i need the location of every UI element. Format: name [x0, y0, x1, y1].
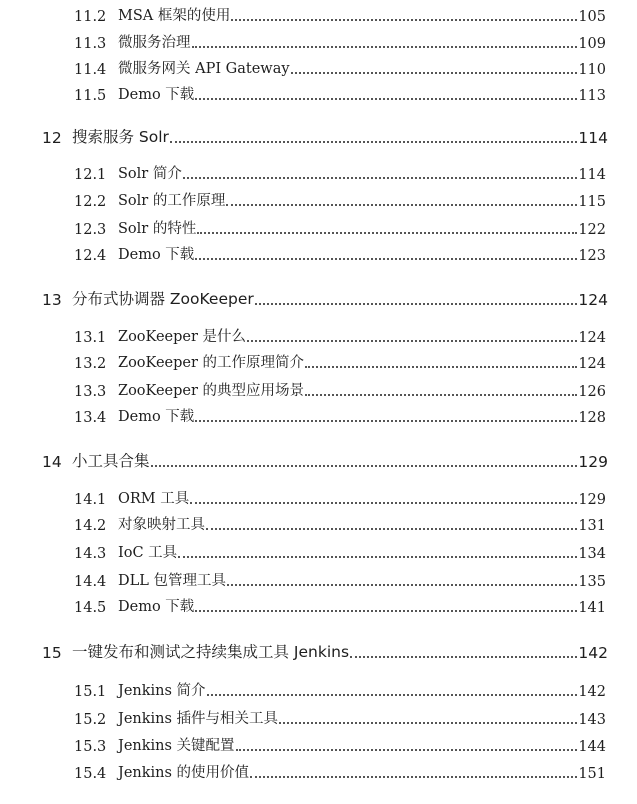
entry-number: 13.4 — [74, 410, 107, 426]
toc-chapter-entry[interactable] — [42, 125, 608, 147]
entry-number: 14.4 — [74, 574, 107, 590]
entry-page-number: 144 — [578, 739, 606, 755]
dot-leader — [195, 609, 577, 612]
dot-leader — [350, 655, 577, 658]
entry-title: Demo 下载 — [118, 409, 195, 425]
entry-title: 分布式协调器 ZooKeeper — [72, 290, 254, 308]
dot-leader — [197, 231, 577, 234]
dot-leader — [195, 419, 577, 422]
entry-title: 一键发布和测试之持续集成工具 Jenkins — [72, 643, 350, 661]
entry-page-number: 142 — [578, 684, 606, 700]
entry-title: Jenkins 关键配置 — [118, 738, 235, 754]
entry-title: ZooKeeper 的工作原理简介 — [118, 355, 305, 371]
toc-section-entry[interactable] — [74, 570, 606, 590]
dot-leader — [255, 302, 578, 305]
dot-leader — [195, 257, 577, 260]
entry-number: 14 — [42, 453, 62, 471]
entry-page-number: 124 — [578, 330, 606, 346]
entry-page-number: 141 — [578, 600, 606, 616]
entry-number: 15.2 — [74, 712, 107, 728]
entry-title: Jenkins 的使用价值 — [118, 765, 250, 781]
entry-number: 12.1 — [74, 167, 107, 183]
entry-title: Solr 的特性 — [118, 221, 197, 237]
toc-section-entry[interactable] — [74, 680, 606, 700]
toc-section-entry[interactable] — [74, 32, 606, 52]
entry-number: 13 — [42, 291, 62, 309]
dot-leader — [247, 339, 577, 342]
entry-number: 11.5 — [74, 88, 107, 104]
entry-page-number: 114 — [578, 167, 606, 183]
dot-leader — [190, 501, 577, 504]
entry-page-number: 115 — [578, 194, 606, 210]
dot-leader — [305, 393, 577, 396]
entry-page-number: 113 — [578, 88, 606, 104]
entry-title: 搜索服务 Solr — [72, 128, 169, 146]
toc-section-entry[interactable] — [74, 352, 606, 372]
entry-number: 15.1 — [74, 684, 107, 700]
toc-section-entry[interactable] — [74, 218, 606, 238]
toc-section-entry[interactable] — [74, 84, 606, 104]
entry-title: ZooKeeper 的典型应用场景 — [118, 383, 305, 399]
dot-leader — [236, 748, 578, 751]
entry-page-number: 124 — [578, 291, 608, 309]
dot-leader — [305, 365, 577, 368]
toc-section-entry[interactable] — [74, 514, 606, 534]
toc-section-entry[interactable] — [74, 488, 606, 508]
dot-leader — [192, 45, 578, 48]
entry-number: 15 — [42, 644, 62, 662]
entry-page-number: 142 — [578, 644, 608, 662]
toc-section-entry[interactable] — [74, 190, 606, 210]
entry-number: 11.4 — [74, 62, 107, 78]
entry-page-number: 122 — [578, 222, 606, 238]
entry-page-number: 109 — [578, 36, 606, 52]
toc-section-entry[interactable] — [74, 735, 606, 755]
entry-title: Jenkins 简介 — [118, 683, 206, 699]
entry-title: 微服务网关 API Gateway — [118, 61, 290, 77]
entry-page-number: 129 — [578, 492, 606, 508]
entry-number: 12.2 — [74, 194, 107, 210]
entry-number: 15.3 — [74, 739, 107, 755]
dot-leader — [291, 71, 578, 74]
entry-page-number: 126 — [578, 384, 606, 400]
entry-number: 14.3 — [74, 546, 107, 562]
entry-page-number: 129 — [578, 453, 608, 471]
toc-section-entry[interactable] — [74, 163, 606, 183]
entry-number: 12.3 — [74, 222, 107, 238]
toc-section-entry[interactable] — [74, 326, 606, 346]
entry-title: Solr 简介 — [118, 166, 182, 182]
entry-number: 14.2 — [74, 518, 107, 534]
toc-section-entry[interactable] — [74, 5, 606, 25]
dot-leader — [279, 721, 577, 724]
dot-leader — [207, 693, 578, 696]
entry-page-number: 124 — [578, 356, 606, 372]
toc-chapter-entry[interactable] — [42, 287, 608, 309]
entry-number: 11.2 — [74, 9, 107, 25]
entry-title: 小工具合集 — [72, 452, 150, 470]
entry-title: 对象映射工具 — [118, 517, 205, 533]
toc-section-entry[interactable] — [74, 542, 606, 562]
entry-number: 14.5 — [74, 600, 107, 616]
entry-title: DLL 包管理工具 — [118, 573, 226, 589]
toc-chapter-entry[interactable] — [42, 449, 608, 471]
dot-leader — [206, 527, 577, 530]
entry-number: 13.3 — [74, 384, 107, 400]
entry-number: 13.1 — [74, 330, 107, 346]
dot-leader — [227, 583, 577, 586]
entry-title: MSA 框架的使用 — [118, 8, 231, 24]
toc-section-entry[interactable] — [74, 406, 606, 426]
toc-section-entry[interactable] — [74, 58, 606, 78]
dot-leader — [195, 97, 577, 100]
entry-title: Solr 的工作原理 — [118, 193, 226, 209]
entry-title: Demo 下载 — [118, 87, 195, 103]
entry-page-number: 123 — [578, 248, 606, 264]
entry-number: 11.3 — [74, 36, 107, 52]
entry-title: IoC 工具 — [118, 545, 178, 561]
entry-title: Demo 下载 — [118, 599, 195, 615]
dot-leader — [170, 140, 577, 143]
entry-number: 14.1 — [74, 492, 107, 508]
entry-title: ORM 工具 — [118, 491, 190, 507]
dot-leader — [183, 176, 577, 179]
entry-title: ZooKeeper 是什么 — [118, 329, 247, 345]
entry-page-number: 128 — [578, 410, 606, 426]
toc-section-entry[interactable] — [74, 708, 606, 728]
entry-number: 12.4 — [74, 248, 107, 264]
entry-title: 微服务治理 — [118, 35, 191, 51]
dot-leader — [231, 18, 577, 21]
entry-page-number: 134 — [578, 546, 606, 562]
dot-leader — [151, 464, 578, 467]
entry-page-number: 135 — [578, 574, 606, 590]
entry-page-number: 143 — [578, 712, 606, 728]
entry-number: 15.4 — [74, 766, 107, 782]
entry-page-number: 105 — [578, 9, 606, 25]
entry-page-number: 151 — [578, 766, 606, 782]
dot-leader — [178, 555, 577, 558]
entry-page-number: 114 — [578, 129, 608, 147]
entry-page-number: 110 — [578, 62, 606, 78]
dot-leader — [226, 203, 577, 206]
entry-number: 12 — [42, 129, 62, 147]
dot-leader — [250, 775, 577, 778]
toc-section-entry[interactable] — [74, 762, 606, 782]
toc-section-entry[interactable] — [74, 596, 606, 616]
toc-section-entry[interactable] — [74, 380, 606, 400]
entry-number: 13.2 — [74, 356, 107, 372]
toc-chapter-entry[interactable] — [42, 640, 608, 662]
entry-title: Jenkins 插件与相关工具 — [118, 711, 279, 727]
entry-page-number: 131 — [578, 518, 606, 534]
entry-title: Demo 下载 — [118, 247, 195, 263]
toc-section-entry[interactable] — [74, 244, 606, 264]
